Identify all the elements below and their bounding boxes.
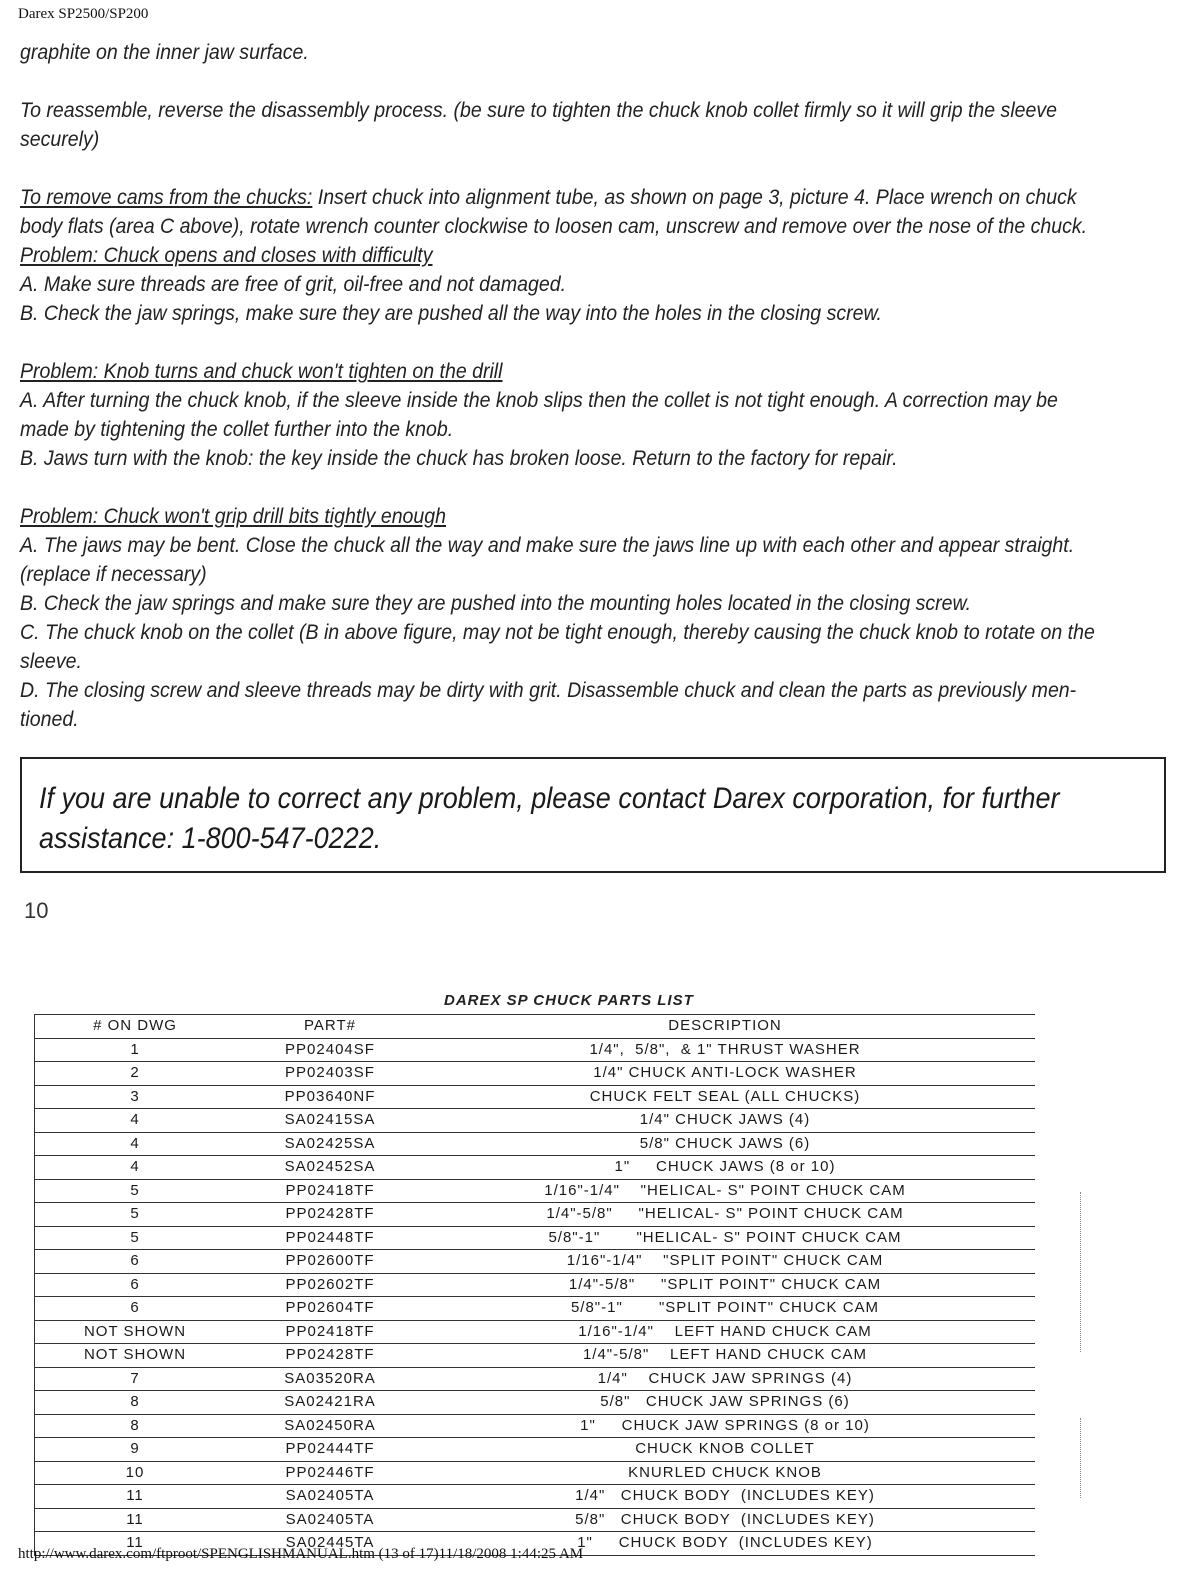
table-header-row xyxy=(35,1015,1035,1039)
scan-mark xyxy=(1080,1418,1081,1498)
manual-line: graphite on the inner jaw surface. xyxy=(20,41,309,64)
contact-box xyxy=(20,757,1166,873)
cell-dwg: 11 xyxy=(126,1510,144,1528)
table-row xyxy=(35,1086,1035,1110)
manual-line: tioned. xyxy=(20,708,79,731)
table-row xyxy=(35,1415,1035,1439)
cell-dwg: 7 xyxy=(130,1369,140,1387)
cell-dwg: 3 xyxy=(130,1087,140,1105)
cell-dwg: 6 xyxy=(130,1299,140,1316)
cell-part-number: PP02428TF xyxy=(285,1205,375,1222)
cell-dwg: 8 xyxy=(130,1393,140,1410)
manual-line: body flats (area C above), rotate wrench counter clockwise to loosen cam, unscrew and remove over the nose of the chuck. xyxy=(20,215,1088,238)
manual-line: D. The closing screw and sleeve threads may be dirty with grit. Disassemble chuck and clean the parts as previously men- xyxy=(20,679,1077,702)
cell-part-number: SA02421RA xyxy=(284,1393,376,1410)
cell-dwg: 2 xyxy=(130,1064,140,1081)
cell-description: 1/16"-1/4" "SPLIT POINT" CHUCK CAM xyxy=(566,1252,884,1269)
column-header-dwg: # ON DWG xyxy=(93,1017,177,1034)
cell-dwg: 5 xyxy=(130,1181,140,1199)
cell-part-number: PP02448TF xyxy=(285,1228,375,1246)
cell-part-number: PP02418TF xyxy=(285,1181,375,1199)
cell-dwg: 6 xyxy=(130,1275,140,1293)
manual-line: A. After turning the chuck knob, if the sleeve inside the knob slips then the collet is not tight enough. A correction may be xyxy=(20,389,1058,412)
cell-part-number: PP02600TF xyxy=(285,1252,375,1269)
table-row xyxy=(35,1133,1035,1157)
cell-description: 1/16"-1/4" LEFT HAND CHUCK CAM xyxy=(578,1322,872,1340)
cell-part-number: PP02403SF xyxy=(285,1064,375,1081)
cell-dwg: NOT SHOWN xyxy=(83,1346,187,1363)
cell-description: 1/4" CHUCK JAW SPRINGS (4) xyxy=(597,1369,853,1387)
remove-cams-paragraph xyxy=(20,183,1169,212)
table-row xyxy=(35,1109,1035,1133)
table-row xyxy=(35,1156,1035,1180)
table-row xyxy=(35,1297,1035,1321)
cell-part-number: PP03640NF xyxy=(284,1087,376,1105)
parts-list-title: DAREX SP CHUCK PARTS LIST xyxy=(444,992,694,1009)
cell-description: 1" CHUCK BODY (INCLUDES KEY) xyxy=(577,1534,873,1551)
cell-description: 1" CHUCK JAWS (8 or 10) xyxy=(614,1158,836,1175)
cell-part-number: SA02445TA xyxy=(285,1534,375,1551)
cell-part-number: SA03520RA xyxy=(284,1369,376,1387)
cell-dwg: 6 xyxy=(130,1252,140,1269)
table-row xyxy=(35,1391,1035,1415)
manual-line: To reassemble, reverse the disassembly process. (be sure to tighten the chuck knob collet firmly so it will grip the sleeve xyxy=(20,99,1058,122)
table-row xyxy=(35,1180,1035,1204)
cell-description: 5/8" CHUCK BODY (INCLUDES KEY) xyxy=(575,1510,875,1528)
cell-dwg: 5 xyxy=(130,1205,140,1222)
cell-dwg: 4 xyxy=(130,1134,140,1152)
cell-dwg: 10 xyxy=(125,1463,145,1481)
manual-text xyxy=(20,38,1095,734)
manual-line: B. Check the jaw springs, make sure they are pushed all the way into the holes in the closing screw. xyxy=(20,302,882,325)
cell-description: 1/4", 5/8", & 1" THRUST WASHER xyxy=(589,1040,861,1058)
scan-mark xyxy=(1080,1192,1081,1352)
cell-description: 1/4" CHUCK BODY (INCLUDES KEY) xyxy=(575,1487,875,1504)
cell-description: 5/8" CHUCK JAW SPRINGS (6) xyxy=(600,1393,850,1410)
manual-line: B. Check the jaw springs and make sure they are pushed into the mounting holes located in the closing screw. xyxy=(20,592,972,615)
problem-heading: Problem: Chuck opens and closes with difficulty xyxy=(20,244,433,267)
cell-description: 1/4"-5/8" "SPLIT POINT" CHUCK CAM xyxy=(568,1275,882,1293)
cell-dwg: 11 xyxy=(126,1534,144,1551)
cell-part-number: PP02428TF xyxy=(285,1346,375,1363)
cell-dwg: 11 xyxy=(126,1487,144,1504)
cell-part-number: PP02404SF xyxy=(285,1040,375,1058)
cell-part-number: SA02405TA xyxy=(285,1487,375,1504)
table-row xyxy=(35,1227,1035,1251)
cell-description: 1/4"-5/8" "HELICAL- S" POINT CHUCK CAM xyxy=(546,1205,904,1222)
cell-part-number: SA02415SA xyxy=(284,1111,376,1128)
manual-line: securely) xyxy=(20,128,100,151)
contact-line-2: assistance: 1-800-547-0222. xyxy=(39,822,382,855)
cell-description: 5/8"-1" "HELICAL- S" POINT CHUCK CAM xyxy=(548,1228,902,1246)
page-footer-url: http://www.darex.com/ftproot/SPENGLISHMANUAL.htm (13 of 17)11/18/2008 1:44:25 AM xyxy=(18,1546,584,1562)
cell-description: 1/4" CHUCK ANTI-LOCK WASHER xyxy=(593,1064,857,1081)
remove-cams-heading: To remove cams from the chucks: xyxy=(20,186,313,209)
cell-description: CHUCK FELT SEAL (ALL CHUCKS) xyxy=(589,1087,861,1105)
manual-line: made by tightening the collet further into the knob. xyxy=(20,418,454,441)
cell-dwg: 1 xyxy=(130,1040,140,1058)
table-row xyxy=(35,1438,1035,1462)
cell-description: CHUCK KNOB COLLET xyxy=(635,1440,815,1457)
cell-part-number: SA02425SA xyxy=(284,1134,376,1152)
table-row xyxy=(35,1039,1035,1063)
contact-text xyxy=(39,779,1146,859)
cell-part-number: PP02444TF xyxy=(285,1440,375,1457)
table-row xyxy=(35,1344,1035,1368)
manual-line: A. Make sure threads are free of grit, oil-free and not damaged. xyxy=(20,273,567,296)
problem-heading: Problem: Chuck won't grip drill bits tightly enough xyxy=(20,505,446,528)
cell-part-number: PP02604TF xyxy=(285,1299,375,1316)
table-row xyxy=(35,1062,1035,1086)
cell-description: 5/8" CHUCK JAWS (6) xyxy=(639,1134,811,1152)
manual-line: sleeve. xyxy=(20,650,82,673)
cell-dwg: 5 xyxy=(130,1228,140,1246)
table-row xyxy=(35,1368,1035,1392)
table-row xyxy=(35,1250,1035,1274)
document-header: Darex SP2500/SP200 xyxy=(18,6,149,22)
cell-part-number: PP02446TF xyxy=(285,1463,375,1481)
cell-part-number: PP02602TF xyxy=(285,1275,375,1293)
cell-description: 1" CHUCK JAW SPRINGS (8 or 10) xyxy=(580,1416,870,1434)
table-row xyxy=(35,1203,1035,1227)
cell-dwg: NOT SHOWN xyxy=(83,1322,187,1340)
manual-line: (replace if necessary) xyxy=(20,563,207,586)
cell-part-number: SA02405TA xyxy=(285,1510,375,1528)
remove-cams-text: Insert chuck into alignment tube, as shown on page 3, picture 4. Place wrench on chuck xyxy=(312,186,1077,209)
cell-dwg: 9 xyxy=(130,1440,140,1457)
cell-dwg: 4 xyxy=(130,1111,140,1128)
table-row xyxy=(35,1321,1035,1345)
table-row xyxy=(35,1509,1035,1533)
manual-line: B. Jaws turn with the knob: the key inside the chuck has broken loose. Return to the factory for repair. xyxy=(20,447,898,470)
page-number: 10 xyxy=(24,898,49,923)
manual-line: C. The chuck knob on the collet (B in above figure, may not be tight enough, thereby causing the chuck knob to rotate on the xyxy=(20,621,1095,644)
cell-dwg: 4 xyxy=(130,1158,140,1175)
contact-line-1: If you are unable to correct any problem, please contact Darex corporation, for further xyxy=(39,782,1060,815)
cell-description: 5/8"-1" "SPLIT POINT" CHUCK CAM xyxy=(570,1299,880,1316)
cell-description: KNURLED CHUCK KNOB xyxy=(628,1463,822,1481)
cell-description: 1/16"-1/4" "HELICAL- S" POINT CHUCK CAM xyxy=(544,1181,906,1199)
cell-part-number: SA02452SA xyxy=(284,1158,376,1175)
cell-description: 1/4"-5/8" LEFT HAND CHUCK CAM xyxy=(582,1346,868,1363)
table-row xyxy=(35,1485,1035,1509)
problem-heading: Problem: Knob turns and chuck won't tighten on the drill xyxy=(20,360,503,383)
table-row xyxy=(35,1462,1035,1486)
parts-table xyxy=(34,1014,1035,1556)
cell-description: 1/4" CHUCK JAWS (4) xyxy=(639,1111,811,1128)
column-header-description: DESCRIPTION xyxy=(668,1017,782,1034)
cell-part-number: SA02450RA xyxy=(284,1416,376,1434)
manual-line: A. The jaws may be bent. Close the chuck all the way and make sure the jaws line up with each other and appear straight. xyxy=(20,534,1075,557)
table-row xyxy=(35,1274,1035,1298)
column-header-part: PART# xyxy=(304,1017,356,1034)
cell-dwg: 8 xyxy=(130,1416,140,1434)
cell-part-number: PP02418TF xyxy=(285,1322,375,1340)
